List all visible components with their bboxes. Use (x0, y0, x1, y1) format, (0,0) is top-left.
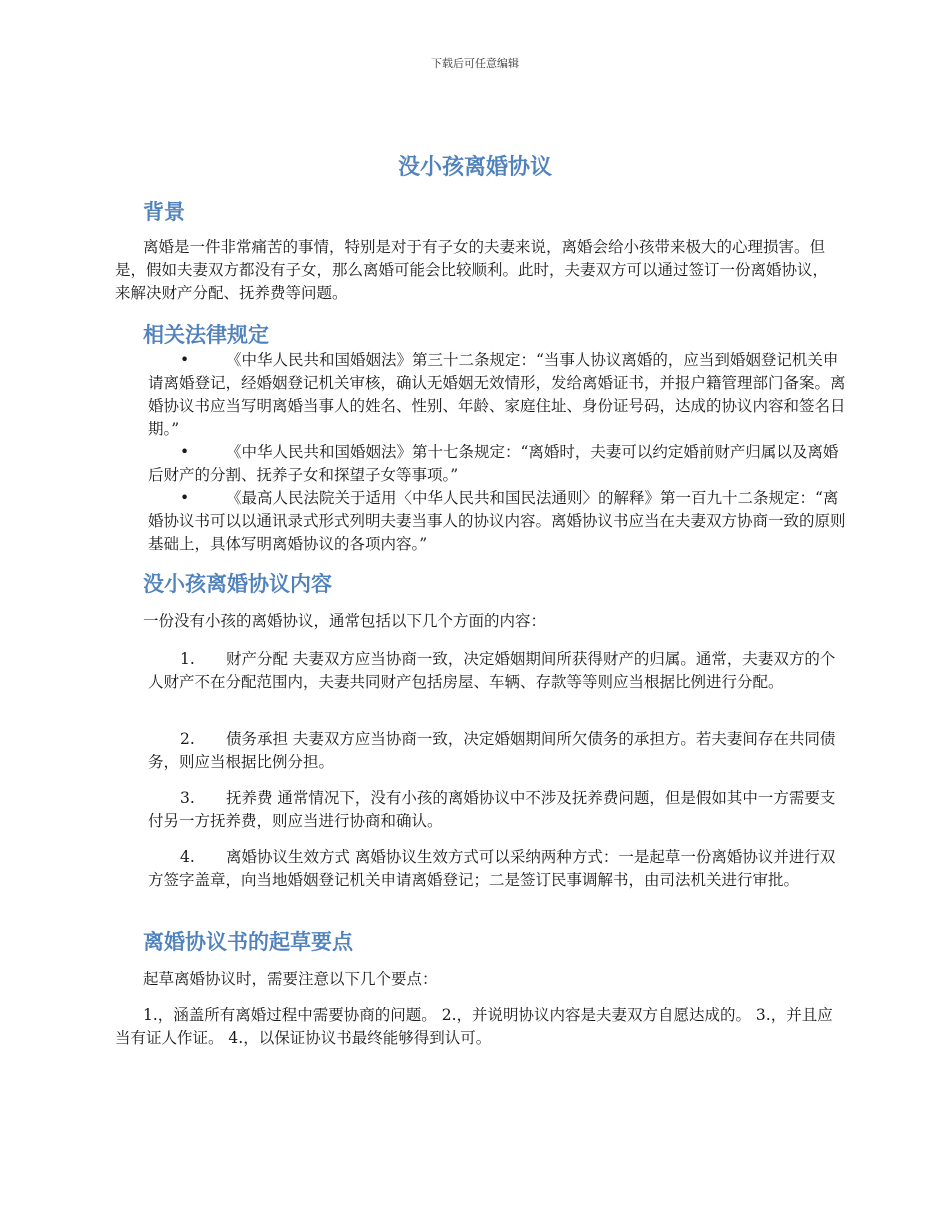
content-intro: 一份没有小孩的离婚协议，通常包括以下几个方面的内容： (143, 612, 547, 630)
drafting-paragraph: 1.，涵盖所有离婚过程中需要协商的问题。 2.，并说明协议内容是夫妻双方自愿达成的。 3.，并且应当有证人作证。 4.，以保证协议书最终能够得到认可。 (115, 1006, 833, 1047)
law-item (148, 349, 848, 441)
bullet-icon: • (180, 489, 190, 507)
law-item (148, 487, 848, 556)
header-note: 下载后可任意编辑 (431, 57, 519, 70)
content-item-text: 离婚协议生效方式 离婚协议生效方式可以采纳两种方式：一是起草一份离婚协议并进行双方签字盖章，向当地婚姻登记机关申请离婚登记；二是签订民事调解书，由司法机关进行审批。 (148, 848, 836, 889)
content-item (148, 787, 848, 833)
bullet-icon: • (180, 351, 190, 369)
heading-drafting-points: 离婚协议书的起草要点 (143, 930, 353, 954)
item-number: 2. (180, 730, 195, 748)
heading-laws: 相关法律规定 (143, 323, 269, 347)
law-item-text: 《中华人民共和国婚姻法》第十七条规定：“离婚时，夫妻可以约定婚前财产归属以及离婚后财产的分割、抚养子女和探望子女等事项。” (148, 443, 839, 484)
content-item (148, 728, 848, 774)
content-item (148, 846, 848, 892)
content-item-text: 财产分配 夫妻双方应当协商一致，决定婚姻期间所获得财产的归属。通常，夫妻双方的个人财产不在分配范围内，夫妻共同财产包括房屋、车辆、存款等等则应当根据比例进行分配。 (148, 650, 836, 691)
law-item (148, 441, 848, 487)
item-number: 3. (180, 789, 195, 807)
item-number: 1. (180, 650, 195, 668)
bullet-icon: • (180, 443, 190, 461)
law-item-text: 《最高人民法院关于适用〈中华人民共和国民法通则〉的解释》第一百九十二条规定：“离婚协议书可以以通讯录式形式列明夫妻当事人的协议内容。离婚协议书应当在夫妻双方协商一致的原则基础上，具体写明离婚协议的各项内容。” (148, 489, 846, 553)
document-title: 没小孩离婚协议 (397, 155, 552, 180)
law-item-text: 《中华人民共和国婚姻法》第三十二条规定：“当事人协议离婚的，应当到婚姻登记机关申请离婚登记，经婚姻登记机关审核，确认无婚姻无效情形，发给离婚证书，并报户籍管理部门备案。离婚协议书应当写明离婚当事人的姓名、性别、年龄、家庭住址、身份证号码，达成的协议内容和签名日期。” (148, 351, 846, 438)
content-item-text: 债务承担 夫妻双方应当协商一致，决定婚姻期间所欠债务的承担方。若夫妻间存在共同债务，则应当根据比例分担。 (148, 730, 836, 771)
background-paragraph: 离婚是一件非常痛苦的事情，特别是对于有子女的夫妻来说，离婚会给小孩带来极大的心理损害。但是，假如夫妻双方都没有子女，那么离婚可能会比较顺利。此时，夫妻双方可以通过签订一份离婚协议，来解决财产分配、抚养费等问题。 (115, 238, 829, 302)
heading-background: 背景 (143, 200, 185, 224)
content-item-text: 抚养费 通常情况下，没有小孩的离婚协议中不涉及抚养费问题，但是假如其中一方需要支付另一方抚养费，则应当进行协商和确认。 (148, 789, 836, 830)
heading-agreement-content: 没小孩离婚协议内容 (143, 572, 332, 596)
drafting-intro: 起草离婚协议时，需要注意以下几个要点： (143, 970, 438, 988)
item-number: 4. (180, 848, 195, 866)
content-item (148, 648, 848, 694)
